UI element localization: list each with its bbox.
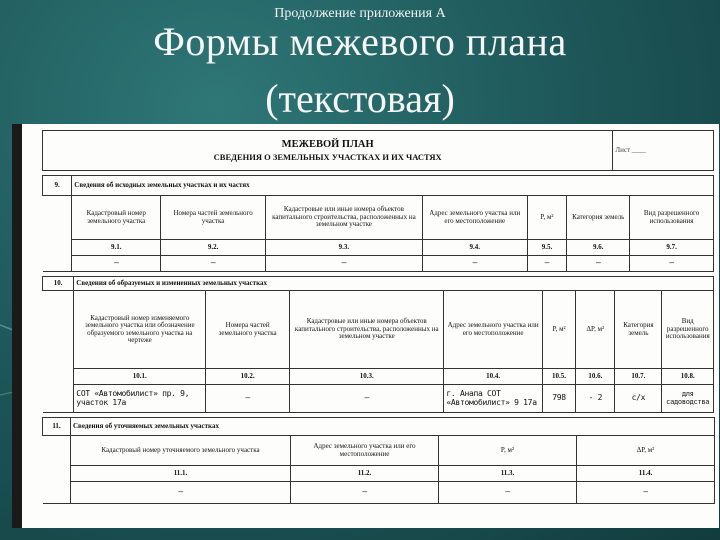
s11-col-number: 11.4. <box>577 466 715 482</box>
sheet-label: Лист ____ <box>613 131 714 171</box>
s10-col-header: Вид разрешенного использования <box>662 291 714 369</box>
s10-col-header: Категория земель <box>615 291 662 369</box>
s10-value: — <box>290 385 444 413</box>
s9-value: — <box>72 256 161 272</box>
s9-col-header: Адрес земельного участка или его местоположение <box>422 196 527 240</box>
s9-col-header: Кадастровый номер земельного участка <box>72 196 161 240</box>
section-11-table <box>42 417 715 504</box>
s9-value: — <box>630 256 714 272</box>
s11-col-header: Кадастровый номер уточняемого земельного участка <box>71 436 291 466</box>
s10-value: для садоводства <box>662 385 714 413</box>
s9-col-number: 9.5. <box>527 240 567 256</box>
s10-col-number: 10.7. <box>615 369 662 385</box>
document-title-cell <box>43 131 613 171</box>
section-10-table <box>42 276 714 413</box>
s11-col-number: 11.2. <box>291 466 439 482</box>
s10-value: 798 <box>542 385 576 413</box>
section-9-number: 9. <box>43 176 72 196</box>
s10-value: с/х <box>615 385 662 413</box>
s9-col-header: Кадастровые или иные номера объектов капитального строительства, расположенных на земельном участке <box>265 196 422 240</box>
s9-value: — <box>422 256 527 272</box>
s11-col-number: 11.1. <box>71 466 291 482</box>
s10-col-header: ΔP, м² <box>576 291 615 369</box>
section-10-title: Сведения об образуемых и измененных земельных участках <box>74 277 714 291</box>
section-11-title: Сведения об уточняемых земельных участках <box>71 418 715 436</box>
s9-value: — <box>265 256 422 272</box>
s10-value: — <box>206 385 290 413</box>
plan-title: МЕЖЕВОЙ ПЛАН <box>281 139 374 151</box>
section-9-table <box>42 175 714 272</box>
s10-col-number: 10.3. <box>290 369 444 385</box>
s9-col-number: 9.6. <box>567 240 630 256</box>
s10-col-header: P, м² <box>542 291 576 369</box>
s9-col-number: 9.2. <box>161 240 266 256</box>
s11-value: — <box>439 482 577 504</box>
s11-value: — <box>291 482 439 504</box>
section-9-title: Сведения об исходных земельных участках и их частях <box>72 176 714 196</box>
plan-subtitle: СВЕДЕНИЯ О ЗЕМЕЛЬНЫХ УЧАСТКАХ И ИХ ЧАСТЯХ <box>213 152 442 163</box>
section-11-number: 11. <box>43 418 71 436</box>
s11-col-header: ΔP, м² <box>577 436 715 466</box>
s10-col-number: 10.5. <box>542 369 576 385</box>
s9-value: — <box>527 256 567 272</box>
s11-col-header: P, м² <box>439 436 577 466</box>
s9-value: — <box>161 256 266 272</box>
s10-col-header: Кадастровые или иные номера объектов капитального строительства, расположенных на земельном участке <box>290 291 444 369</box>
slide-title: Формы межевого плана <box>153 19 567 64</box>
s11-value: — <box>577 482 715 504</box>
s9-col-header: Вид разрешенного использования <box>630 196 714 240</box>
boundary-plan-document <box>12 124 719 528</box>
s10-col-header: Кадастровый номер изменяемого земельного участка или обозначение образуемого земельного участка на чертеже <box>74 291 206 369</box>
s9-col-header: Номера частей земельного участка <box>161 196 266 240</box>
s10-col-header: Адрес земельного участка или его местоположение <box>444 291 542 369</box>
s11-value: — <box>71 482 291 504</box>
slide-supertitle: Продолжение приложения А <box>274 6 446 21</box>
s10-col-number: 10.6. <box>576 369 615 385</box>
document-header <box>42 130 714 171</box>
s9-col-number: 9.7. <box>630 240 714 256</box>
s10-value: СОТ «Автомобилист» пр. 9, участок 17а <box>74 385 206 413</box>
s9-col-number: 9.4. <box>422 240 527 256</box>
s11-col-number: 11.3. <box>439 466 577 482</box>
s10-col-header: Номера частей земельного участка <box>206 291 290 369</box>
s10-value: г. Анапа СОТ «Автомобилист» 9 17а <box>444 385 542 413</box>
s9-col-number: 9.1. <box>72 240 161 256</box>
s9-value: — <box>567 256 630 272</box>
s11-col-header: Адрес земельного участка или его местоположение <box>291 436 439 466</box>
s10-col-number: 10.1. <box>74 369 206 385</box>
slide-subtitle: (текстовая) <box>265 76 455 121</box>
s10-col-number: 10.2. <box>206 369 290 385</box>
s10-col-number: 10.4. <box>444 369 542 385</box>
section-10-number: 10. <box>43 277 74 291</box>
s10-col-number: 10.8. <box>662 369 714 385</box>
s9-col-header: P, м² <box>527 196 567 240</box>
s10-value: - 2 <box>576 385 615 413</box>
s9-col-number: 9.3. <box>265 240 422 256</box>
s9-col-header: Категория земель <box>567 196 630 240</box>
